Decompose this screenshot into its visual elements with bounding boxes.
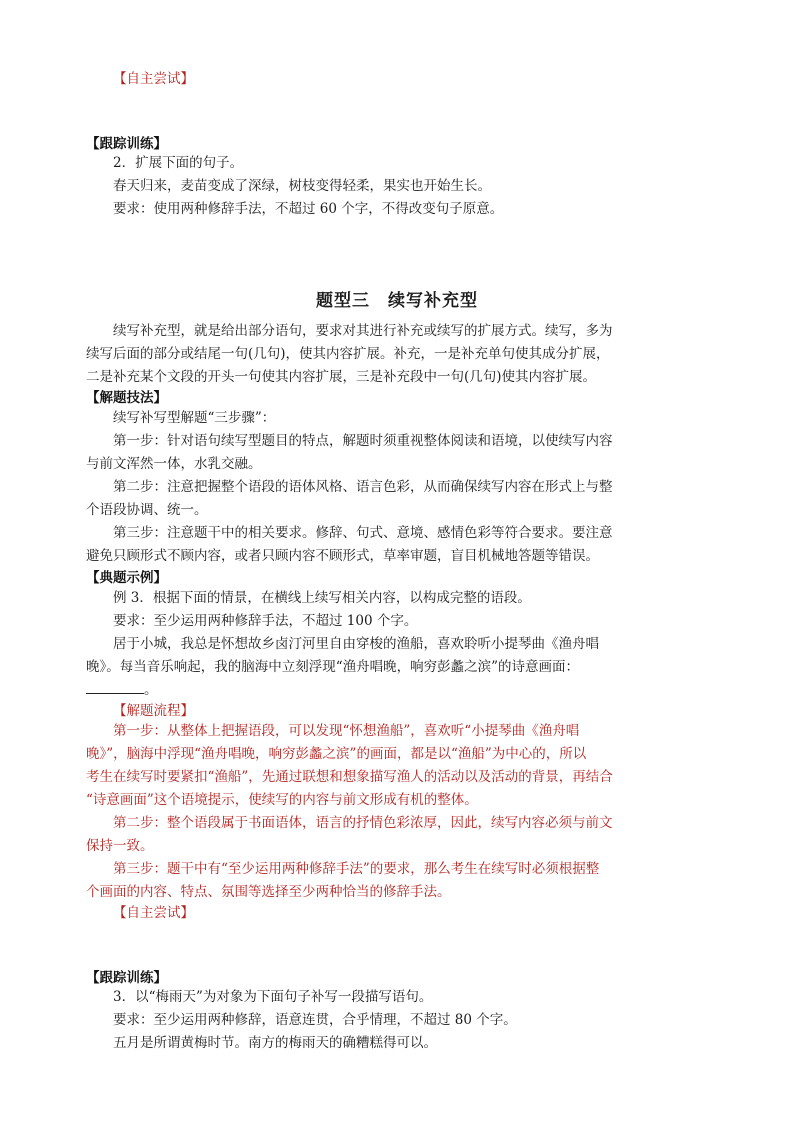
- example-label: 【典题示例】: [86, 570, 167, 586]
- follow-training-sentence-2: 五月是所谓黄梅时节。南方的梅雨天的确糟糕得可以。: [113, 1035, 437, 1051]
- technique-line: 第一步：针对语句续写型题目的特点，解题时须重视整体阅读和语境，以使续写内容: [113, 433, 613, 449]
- blank-end-punct: 。: [144, 682, 158, 698]
- process-line: 考生在续写时要紧扣“渔船”，先通过联想和想象描写渔人的活动以及活动的背景，再结合: [86, 769, 613, 785]
- process-line: 第三步：题干中有“至少运用两种修辞手法”的要求，那么考生在续写时必须根据整: [113, 861, 600, 877]
- technique-line: 与前文浑然一体，水乳交融。: [86, 456, 262, 472]
- technique-line: 避免只顾形式不顾内容，或者只顾内容不顾形式，草率审题，盲目机械地答题等错误。: [86, 548, 599, 564]
- section-title: 题型三 续写补充型: [316, 291, 478, 311]
- follow-training-label-2: 【跟踪训练】: [86, 970, 167, 986]
- follow-training-requirement-2: 要求：至少运用两种修辞，语意连贯，合乎情理，不超过 80 个字。: [113, 1012, 517, 1028]
- self-try-label: 【自主尝试】: [113, 71, 194, 87]
- follow-training-label: 【跟踪训练】: [86, 136, 167, 152]
- intro-line: 二是补充某个文段的开头一句使其内容扩展，三是补充段中一句(几句)使其内容扩展。: [86, 369, 597, 385]
- intro-line: 续写补充型，就是给出部分语句，要求对其进行补充或续写的扩展方式。续写，多为: [113, 323, 613, 339]
- example-line: 要求：至少运用两种修辞手法，不超过 100 个字。: [113, 613, 418, 629]
- self-try-label-2: 【自主尝试】: [113, 905, 194, 921]
- process-line: 第一步：从整体上把握语段，可以发现“怀想渔船”，喜欢听“小提琴曲《渔舟唱: [113, 723, 580, 739]
- example-line: 居于小城，我总是怀想故乡卤汀河里自由穿梭的渔船，喜欢聆听小提琴曲《渔舟唱: [113, 636, 599, 652]
- example-line: 晚》。每当音乐响起，我的脑海中立刻浮现“渔舟唱晚，响穷彭蠡之滨”的诗意画面：: [86, 659, 580, 675]
- example-line: 例 3．根据下面的情景，在横线上续写相关内容，以构成完整的语段。: [113, 590, 531, 606]
- follow-training-sentence: 春天归来，麦苗变成了深绿，树枝变得轻柔，果实也开始生长。: [113, 178, 491, 194]
- technique-line: 第二步：注意把握整个语段的语体风格、语言色彩，从而确保续写内容在形式上与整: [113, 479, 613, 495]
- technique-line: 个语段协调、统一。: [86, 502, 208, 518]
- process-line: “诗意画面”这个语境提示，使续写的内容与前文形成有机的整体。: [86, 792, 478, 808]
- intro-line: 续写后面的部分或结尾一句(几句)，使其内容扩展。补充，一是补充单句使其成分扩展，: [86, 346, 610, 362]
- process-line: 晚》”，脑海中浮现“渔舟唱晚，响穷彭蠡之滨”的画面，都是以“渔船”为中心的，所以: [86, 746, 587, 762]
- technique-label: 【解题技法】: [86, 390, 167, 406]
- process-label: 【解题流程】: [113, 703, 194, 719]
- process-line: 个画面的内容、特点、氛围等选择至少两种恰当的修辞手法。: [86, 884, 451, 900]
- process-line: 保持一致。: [86, 838, 154, 854]
- answer-blank[interactable]: [86, 679, 144, 694]
- technique-line: 续写补写型解题“三步骤”：: [113, 410, 276, 426]
- follow-training-item-2: 3．以“梅雨天”为对象为下面句子补写一段描写语句。: [113, 989, 433, 1005]
- follow-training-item: 2．扩展下面的句子。: [113, 155, 244, 171]
- technique-line: 第三步：注意题干中的相关要求。修辞、句式、意境、感情色彩等符合要求。要注意: [113, 525, 613, 541]
- follow-training-requirement: 要求：使用两种修辞手法，不超过 60 个字，不得改变句子原意。: [113, 201, 504, 217]
- process-line: 第二步：整个语段属于书面语体，语言的抒情色彩浓厚，因此，续写内容必须与前文: [113, 815, 613, 831]
